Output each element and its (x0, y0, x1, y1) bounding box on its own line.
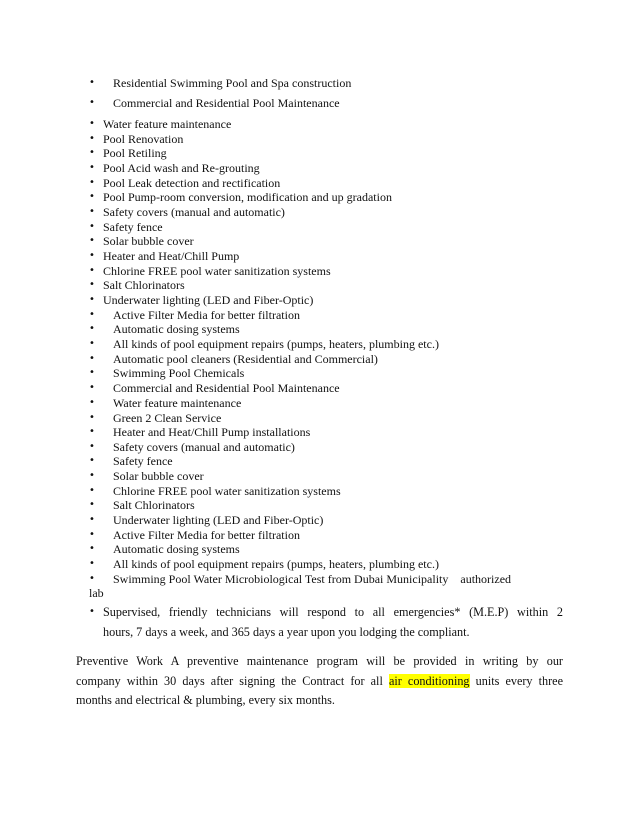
bullet-marker: • (89, 206, 95, 217)
bullet-marker: • (89, 279, 95, 290)
bullet-marker: • (89, 558, 95, 569)
preventive-line-2-end: units every three (469, 673, 563, 688)
list-item: Pool Pump-room conversion, modification and up gradation (103, 190, 392, 204)
list-item: Heater and Heat/Chill Pump (103, 249, 240, 263)
list-item: Heater and Heat/Chill Pump installations (113, 425, 311, 439)
preventive-line-1: Preventive Work A preventive maintenance program will be provided in writing by our (76, 654, 563, 668)
bullet-marker: • (89, 309, 95, 320)
bullet-marker: • (89, 147, 95, 158)
bullet-marker: • (89, 499, 95, 510)
list-item: Active Filter Media for better filtration (113, 308, 300, 322)
bullet-marker: • (89, 353, 95, 364)
list-item: Solar bubble cover (103, 234, 194, 248)
bullet-marker: • (89, 133, 95, 144)
list-item: Salt Chlorinators (113, 498, 195, 512)
list-item: Swimming Pool Chemicals (113, 366, 245, 380)
list-item: Automatic dosing systems (113, 542, 240, 556)
bullet-marker: • (89, 338, 95, 349)
list-item: Pool Leak detection and rectification (103, 176, 281, 190)
preventive-line-2-start: company within 30 days after signing the Contract for all (76, 673, 389, 688)
bullet-marker: • (89, 441, 95, 452)
list-item: Residential Swimming Pool and Spa construction (113, 76, 352, 90)
bullet-marker: • (89, 97, 95, 108)
bullet-marker: • (89, 426, 95, 437)
bullet-marker: • (89, 162, 95, 173)
list-item: Active Filter Media for better filtration (113, 528, 300, 542)
preventive-paragraph (76, 652, 563, 711)
list-item: Water feature maintenance (113, 396, 242, 410)
preventive-line-2 (76, 672, 563, 692)
bullet-marker: • (89, 382, 95, 393)
preventive-line-3: months and electrical & plumbing, every six months. (76, 693, 335, 707)
list-item: Salt Chlorinators (103, 278, 185, 292)
bullet-marker: • (89, 118, 95, 129)
list-item: Swimming Pool Water Microbiological Test from Dubai Municipality authorized (113, 572, 512, 586)
list-item: Automatic dosing systems (113, 322, 240, 336)
list-item: Commercial and Residential Pool Maintenance (113, 96, 340, 110)
bullet-marker: • (89, 235, 95, 246)
list-item: Solar bubble cover (113, 469, 204, 483)
list-item: Underwater lighting (LED and Fiber-Optic) (113, 513, 324, 527)
bullet-marker: • (89, 191, 95, 202)
list-item: All kinds of pool equipment repairs (pumps, heaters, plumbing etc.) (113, 337, 439, 351)
list-item: Automatic pool cleaners (Residential and Commercial) (113, 352, 378, 366)
list-item: Safety fence (103, 220, 163, 234)
supervised-item (103, 603, 563, 642)
bullet-marker: • (89, 470, 95, 481)
list-item: Safety covers (manual and automatic) (113, 440, 295, 454)
list-item: Pool Acid wash and Re-grouting (103, 161, 260, 175)
bullet-marker: • (89, 397, 95, 408)
bullet-marker: • (89, 323, 95, 334)
supervised-line-1: Supervised, friendly technicians will respond to all emergencies* (M.E.P) within 2 (103, 605, 563, 619)
list-item: All kinds of pool equipment repairs (pumps, heaters, plumbing etc.) (113, 557, 439, 571)
bullet-marker: • (89, 455, 95, 466)
list-item: Pool Renovation (103, 132, 184, 146)
list-item: Underwater lighting (LED and Fiber-Optic) (103, 293, 314, 307)
bullet-marker: • (89, 573, 95, 584)
bullet-marker: • (89, 265, 95, 276)
bullet-marker: • (89, 543, 95, 554)
highlighted-term: air conditioning (388, 673, 470, 688)
bullet-marker: • (89, 485, 95, 496)
bullet-marker: • (89, 294, 95, 305)
list-item: Safety covers (manual and automatic) (103, 205, 285, 219)
bullet-marker: • (89, 606, 95, 617)
bullet-marker: • (89, 177, 95, 188)
bullet-marker: • (89, 514, 95, 525)
bullet-marker: • (89, 412, 95, 423)
list-item: Commercial and Residential Pool Maintenance (113, 381, 340, 395)
list-item: Water feature maintenance (103, 117, 232, 131)
bullet-marker: • (89, 77, 95, 88)
list-item: Chlorine FREE pool water sanitization systems (113, 484, 341, 498)
list-item: Chlorine FREE pool water sanitization systems (103, 264, 331, 278)
list-item: Green 2 Clean Service (113, 411, 222, 425)
supervised-line-2: hours, 7 days a week, and 365 days a year upon you lodging the compliant. (103, 624, 470, 639)
list-item: Pool Retiling (103, 146, 167, 160)
list-item-continuation: lab (89, 586, 104, 600)
bullet-marker: • (89, 529, 95, 540)
bullet-marker: • (89, 367, 95, 378)
bullet-marker: • (89, 221, 95, 232)
list-item: Safety fence (113, 454, 173, 468)
bullet-marker: • (89, 250, 95, 261)
